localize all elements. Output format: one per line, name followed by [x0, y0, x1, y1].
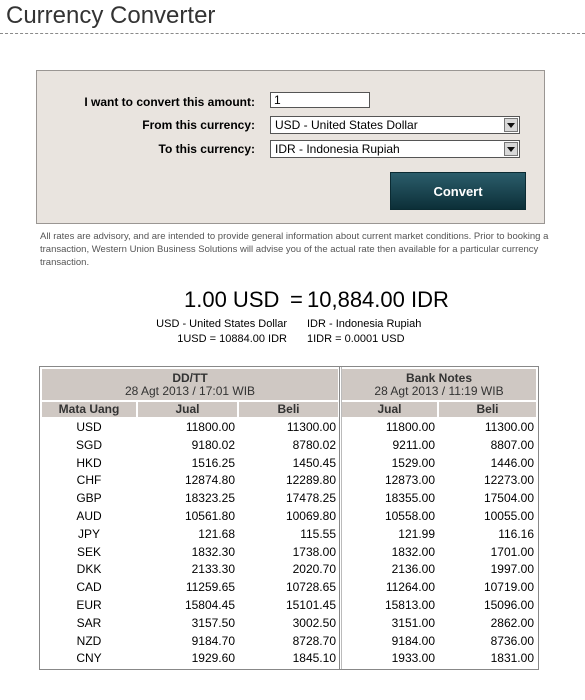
- cell-currency: EUR: [76, 597, 102, 612]
- cell-notes-sell: 1832.00: [391, 544, 435, 559]
- cell-notes-sell: 121.99: [398, 526, 435, 541]
- to-currency-value: IDR - Indonesia Rupiah: [275, 142, 400, 156]
- cell-currency: CHF: [76, 473, 102, 488]
- cell-ddtt-buy: 1738.00: [292, 544, 336, 559]
- cell-ddtt-buy: 10069.80: [285, 508, 336, 523]
- cell-notes-sell: 3151.00: [391, 615, 435, 630]
- table-row: [40, 490, 538, 508]
- cell-notes-buy: 116.16: [498, 526, 534, 541]
- page-title: Currency Converter: [6, 2, 216, 29]
- table-row: [40, 508, 538, 526]
- cell-ddtt-sell: 3157.50: [191, 615, 235, 630]
- cell-notes-buy: 2862.00: [490, 615, 534, 630]
- cell-notes-buy: 10719.00: [483, 580, 534, 595]
- dropdown-arrow-icon[interactable]: [504, 142, 518, 156]
- cell-notes-buy: 8736.00: [490, 633, 534, 648]
- cell-ddtt-sell: 10561.80: [184, 508, 235, 523]
- from-currency-label: From this currency:: [142, 118, 255, 132]
- cell-notes-buy: 1831.00: [490, 651, 534, 666]
- to-currency-label: To this currency:: [158, 142, 255, 156]
- cell-currency: JPY: [77, 526, 100, 541]
- cell-notes-sell: 15813.00: [384, 597, 435, 612]
- cell-notes-buy: 17504.00: [483, 491, 534, 506]
- table-row: [40, 561, 538, 579]
- cell-notes-sell: 11264.00: [385, 580, 435, 595]
- cell-notes-buy: 15096.00: [483, 597, 534, 612]
- cell-ddtt-sell: 15804.45: [184, 597, 235, 612]
- cell-notes-sell: 9184.00: [391, 633, 435, 648]
- table-row: [40, 615, 538, 633]
- ddtt-date: 28 Agt 2013 / 17:01 WIB: [124, 384, 256, 398]
- cell-currency: CNY: [76, 651, 102, 666]
- cell-ddtt-sell: 11800.00: [185, 420, 235, 434]
- table-row: [40, 472, 538, 490]
- result-to-amount: 10,884.00 IDR: [307, 287, 449, 312]
- cell-ddtt-sell: 1929.60: [191, 651, 235, 666]
- cell-ddtt-sell: 1832.30: [191, 544, 235, 559]
- table-row: [40, 437, 538, 455]
- cell-currency: GBP: [76, 491, 102, 506]
- table-row: [40, 419, 538, 437]
- cell-ddtt-buy: 115.55: [300, 526, 336, 541]
- cell-ddtt-sell: 11259.65: [185, 580, 235, 595]
- cell-notes-sell: 2136.00: [391, 562, 435, 577]
- from-currency-value: USD - United States Dollar: [275, 118, 418, 132]
- from-currency-select[interactable]: [270, 116, 520, 134]
- title-divider: [0, 33, 585, 34]
- table-row: [40, 526, 538, 544]
- cell-ddtt-buy: 8780.02: [292, 437, 336, 452]
- cell-notes-sell: 12873.00: [384, 473, 435, 488]
- converter-form: [36, 70, 545, 224]
- result-to-rate: 1IDR = 0.0001 USD: [307, 333, 405, 345]
- col-header-currency: Mata Uang: [42, 402, 136, 417]
- banknotes-title: Bank Notes: [405, 371, 473, 385]
- cell-ddtt-sell: 9184.70: [191, 633, 235, 648]
- cell-currency: SGD: [75, 437, 102, 452]
- cell-ddtt-buy: 11300.00: [286, 420, 336, 434]
- cell-ddtt-sell: 1516.25: [191, 455, 235, 470]
- table-row: [40, 597, 538, 615]
- cell-notes-sell: 11800.00: [385, 420, 435, 434]
- cell-currency: DKK: [76, 562, 102, 577]
- rate-rows: [40, 419, 538, 668]
- cell-notes-buy: 11300.00: [484, 420, 534, 434]
- cell-currency: SAR: [76, 615, 102, 630]
- cell-currency: CAD: [76, 580, 102, 595]
- cell-ddtt-sell: 9180.02: [191, 437, 235, 452]
- table-row: [40, 650, 538, 668]
- table-row: [40, 544, 538, 562]
- amount-input[interactable]: 1: [270, 92, 370, 108]
- cell-currency: USD: [76, 420, 102, 434]
- table-row: [40, 455, 538, 473]
- cell-notes-buy: 8807.00: [490, 437, 534, 452]
- cell-notes-buy: 1997.00: [490, 562, 534, 577]
- cell-ddtt-buy: 12289.80: [285, 473, 336, 488]
- cell-ddtt-buy: 10728.65: [285, 580, 336, 595]
- cell-ddtt-buy: 3002.50: [292, 615, 336, 630]
- cell-currency: HKD: [76, 455, 102, 470]
- table-row: [40, 633, 538, 651]
- result-from-name: USD - United States Dollar: [156, 318, 287, 330]
- cell-currency: SEK: [76, 544, 101, 559]
- ddtt-group-header: [42, 369, 338, 400]
- amount-label: I want to convert this amount:: [84, 95, 255, 109]
- exchange-rates-table: [39, 366, 539, 670]
- col-header-ddtt-buy: Beli: [239, 402, 338, 417]
- disclaimer-text: All rates are advisory, and are intended to provide general information about current market conditions. Prior to booking a transaction, Western Union Business Solutions will advise you of the actual rate then available for a particular currency transaction.: [40, 231, 549, 268]
- cell-notes-sell: 18355.00: [384, 491, 435, 506]
- banknotes-group-header: [342, 369, 536, 400]
- cell-ddtt-buy: 17478.25: [285, 491, 336, 506]
- cell-notes-sell: 9211.00: [392, 437, 435, 452]
- convert-button[interactable]: Convert: [390, 172, 526, 210]
- cell-ddtt-buy: 2020.70: [292, 562, 336, 577]
- cell-notes-buy: 1446.00: [490, 455, 534, 470]
- cell-ddtt-sell: 2133.30: [191, 562, 235, 577]
- banknotes-date: 28 Agt 2013 / 11:19 WIB: [374, 384, 504, 398]
- cell-ddtt-buy: 8728.70: [292, 633, 336, 648]
- result-from-rate: 1USD = 10884.00 IDR: [177, 333, 287, 345]
- cell-ddtt-buy: 15101.45: [285, 597, 336, 612]
- col-header-ddtt-sell: Jual: [138, 402, 237, 417]
- cell-ddtt-sell: 18323.25: [184, 491, 235, 506]
- cell-notes-buy: 10055.00: [483, 508, 534, 523]
- cell-currency: NZD: [76, 633, 102, 648]
- result-equals: =: [290, 287, 303, 312]
- to-currency-select[interactable]: [270, 140, 520, 158]
- cell-currency: AUD: [76, 508, 102, 523]
- cell-ddtt-sell: 12874.80: [184, 473, 235, 488]
- cell-notes-buy: 1701.00: [490, 544, 534, 559]
- col-header-notes-sell: Jual: [342, 402, 437, 417]
- result-from-amount: 1.00 USD: [184, 287, 280, 312]
- cell-notes-sell: 10558.00: [384, 508, 435, 523]
- ddtt-title: DD/TT: [172, 371, 208, 385]
- col-header-notes-buy: Beli: [439, 402, 536, 417]
- cell-notes-sell: 1529.00: [391, 455, 435, 470]
- table-row: [40, 579, 538, 597]
- dropdown-arrow-icon[interactable]: [504, 118, 518, 132]
- cell-notes-sell: 1933.00: [391, 651, 435, 666]
- cell-ddtt-buy: 1845.10: [292, 651, 336, 666]
- cell-ddtt-buy: 1450.45: [292, 455, 336, 470]
- result-to-name: IDR - Indonesia Rupiah: [307, 318, 422, 330]
- cell-notes-buy: 12273.00: [483, 473, 534, 488]
- cell-ddtt-sell: 121.68: [198, 526, 235, 541]
